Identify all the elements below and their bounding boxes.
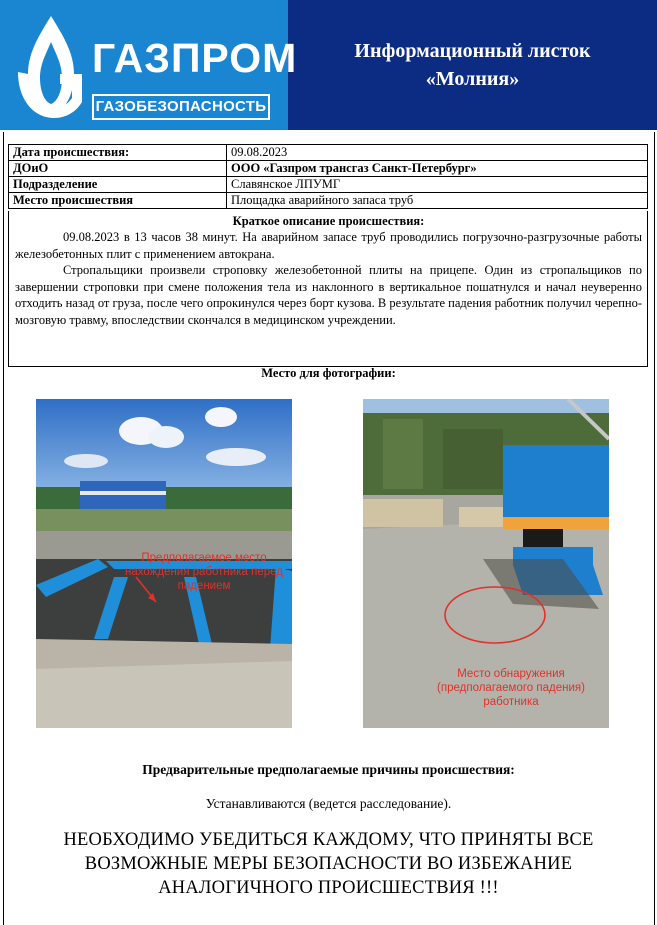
incident-info-table xyxy=(8,144,648,209)
header xyxy=(0,0,657,130)
safety-warning: НЕОБХОДИМО УБЕДИТЬСЯ КАЖДОМУ, ЧТО ПРИНЯТЫ ВСЕ ВОЗМОЖНЫЕ МЕРЫ БЕЗОПАСНОСТИ ВО ИЗБЕЖАНИЕ АНАЛОГИЧНОГО ПРОИСШЕСТВИЯ !!! xyxy=(63,830,594,898)
label-date: Дата происшествия: xyxy=(9,145,227,161)
causes-text: Устанавливаются (ведется расследование). xyxy=(205,796,452,811)
value-location: Площадка аварийного запаса труб xyxy=(227,193,648,209)
value-subdivision: Славянское ЛПУМГ xyxy=(227,177,648,193)
gazprom-flame-icon xyxy=(10,12,92,120)
logo-subtitle: ГАЗОБЕЗОПАСНОСТЬ xyxy=(92,94,270,120)
label-subdivision: Подразделение xyxy=(9,177,227,193)
photo-truck-bed xyxy=(36,399,292,728)
photo1-annotation: Предполагаемое место нахождения работника перед падением xyxy=(125,552,283,592)
label-location: Место происшествия xyxy=(9,193,227,209)
description-paragraph-2: Стропальщики произвели строповку железобетонной плиты на прицепе. Один из стропальщиков по завершении строповки при смене положения тела из наклонного в вертикальное пошатнулся и начал неуверенно отходить назад от груза, после чего опрокинулся через борт кузова. В результате падения работник получил черепно-мозговую травму, впоследствии скончался в медицинском учреждении. xyxy=(15,263,642,327)
table-row xyxy=(9,177,648,193)
value-date: 09.08.2023 xyxy=(227,145,648,161)
photo2-annotation: Место обнаружения (предполагаемого падения) работника xyxy=(437,668,585,708)
header-title xyxy=(288,0,657,130)
photo-fall-location xyxy=(363,399,609,728)
photo-section-heading: Место для фотографии: xyxy=(261,366,396,380)
title-line-1: Информационный листок xyxy=(354,40,591,62)
incident-description xyxy=(8,211,648,367)
title-line-2: «Молния» xyxy=(425,68,520,90)
value-organization: ООО «Газпром трансгаз Санкт-Петербург» xyxy=(227,161,648,177)
table-row xyxy=(9,145,648,161)
company-logo xyxy=(0,0,298,130)
description-paragraph-1: 09.08.2023 в 13 часов 38 минут. На аварийном запасе труб проводились погрузочно-разгрузочные работы железобетонных плит с применением автокрана. xyxy=(15,230,642,261)
table-row xyxy=(9,161,648,177)
table-row xyxy=(9,193,648,209)
logo-wordmark: ГАЗПРОМ xyxy=(92,35,298,81)
description-heading: Краткое описание происшествия: xyxy=(232,214,425,228)
label-organization: ДОиО xyxy=(9,161,227,177)
causes-heading: Предварительные предполагаемые причины происшествия: xyxy=(142,762,515,777)
